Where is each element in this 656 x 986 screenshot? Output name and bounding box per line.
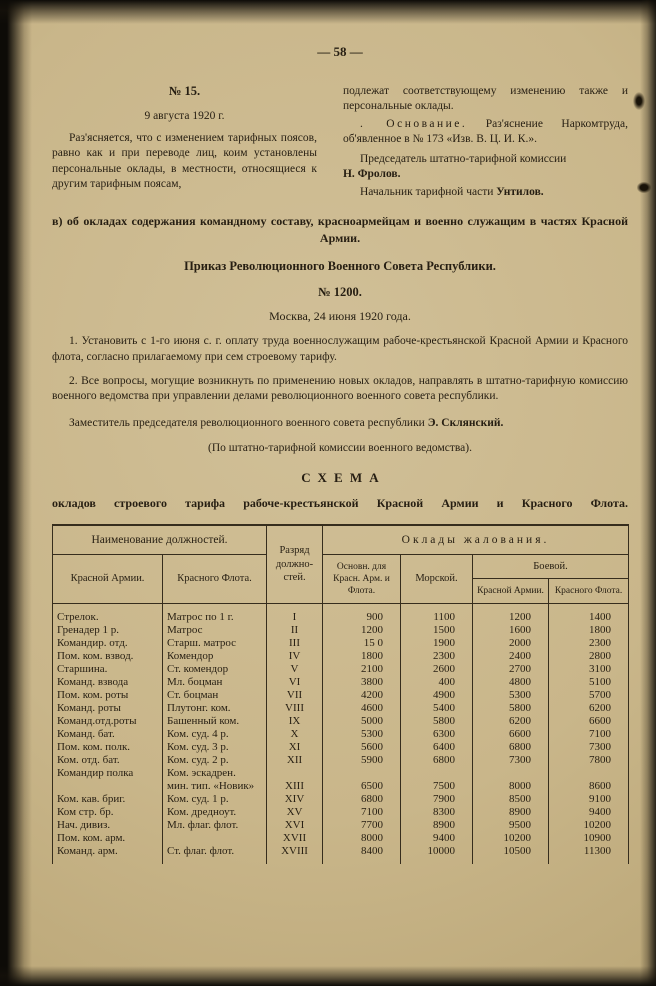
cell-battle-fleet-salary: 9100	[549, 793, 629, 806]
cell-grade: XV	[267, 806, 323, 819]
cell-grade: X	[267, 728, 323, 741]
chairman-title: Председатель штатно-тарифной комиссии	[359, 153, 567, 166]
cell-battle-army-salary: 5300	[473, 689, 549, 702]
cell-sea-salary: 9400	[401, 832, 473, 845]
col-header-battle: Боевой.	[473, 555, 629, 579]
cell-battle-fleet-salary	[549, 767, 629, 780]
cell-sea-salary: 6800	[401, 754, 473, 767]
cell-battle-fleet-salary: 1800	[549, 624, 629, 637]
basis-text: Раз'яснение Наркомтруда, об'явленное в № 173 «Изв. В. Ц. И. К.».	[342, 117, 628, 145]
cell-fleet-position: Матрос по 1 г.	[163, 604, 267, 625]
cell-base-salary: 15 0	[323, 637, 401, 650]
cell-army-position	[53, 780, 163, 793]
left-column	[52, 84, 317, 200]
cell-grade: XVII	[267, 832, 323, 845]
cell-grade: VII	[267, 689, 323, 702]
ink-smudge	[637, 182, 651, 193]
cell-army-position: Команд. роты	[53, 702, 163, 715]
table-row	[53, 689, 629, 702]
cell-battle-fleet-salary: 11300	[549, 845, 629, 864]
cell-battle-army-salary: 5800	[473, 702, 549, 715]
cell-battle-army-salary: 8900	[473, 806, 549, 819]
chairman-name: Н. Фролов.	[342, 168, 401, 181]
cell-fleet-position: Ст. боцман	[163, 689, 267, 702]
cell-sea-salary: 1900	[401, 637, 473, 650]
cell-grade: XIII	[267, 780, 323, 793]
cell-battle-army-salary: 8500	[473, 793, 549, 806]
order-paragraph-1: 1. Установить с 1-го июня с. г. оплату труда военнослужащим рабоче-крестьянской Красной Армии и Красного флота, согласно прилагаемому при сем строевому тарифу.	[52, 335, 628, 363]
ink-smudge	[633, 92, 645, 110]
cell-sea-salary: 1100	[401, 604, 473, 625]
table-row	[53, 663, 629, 676]
cell-base-salary: 5000	[323, 715, 401, 728]
order-paragraph-2: 2. Все вопросы, могущие возникнуть по применению новых окладов, направлять в штатно-тарифную комиссию военного ведомства при управлении делами революционного военного совета республики.	[52, 374, 628, 403]
col-header-battle-fleet: Красного Флота.	[549, 578, 629, 604]
schema-title: СХЕМА	[301, 469, 386, 485]
table-row	[53, 741, 629, 754]
cell-sea-salary: 5800	[401, 715, 473, 728]
basis-label: . Основание.	[359, 117, 468, 130]
cell-sea-salary	[401, 767, 473, 780]
cell-sea-salary: 4900	[401, 689, 473, 702]
cell-grade	[267, 767, 323, 780]
cell-fleet-position: Плутонг. ком.	[163, 702, 267, 715]
cell-fleet-position: Ком. суд. 4 р.	[163, 728, 267, 741]
cell-army-position: Ком. отд. бат.	[53, 754, 163, 767]
cell-army-position: Ком. кав. бриг.	[53, 793, 163, 806]
cell-base-salary: 5900	[323, 754, 401, 767]
col-header-grade: Разряд должно-стей.	[267, 525, 323, 604]
cell-battle-army-salary	[473, 767, 549, 780]
table-row	[53, 624, 629, 637]
order-title: Приказ Революционного Военного Совета Республики.	[184, 259, 496, 274]
cell-sea-salary: 8900	[401, 819, 473, 832]
cell-fleet-position: Старш. матрос	[163, 637, 267, 650]
page-content	[52, 44, 628, 864]
cell-battle-army-salary: 2000	[473, 637, 549, 650]
cell-battle-army-salary: 9500	[473, 819, 549, 832]
cell-battle-army-salary: 2400	[473, 650, 549, 663]
cell-fleet-position: Матрос	[163, 624, 267, 637]
scan-edge-right	[640, 0, 656, 986]
signature-line	[52, 416, 628, 431]
table-row	[53, 767, 629, 780]
order-number: № 1200.	[318, 284, 362, 299]
cell-base-salary: 7700	[323, 819, 401, 832]
cell-grade: II	[267, 624, 323, 637]
cell-battle-army-salary: 7300	[473, 754, 549, 767]
scan-edge-top	[0, 0, 656, 24]
cell-fleet-position: Ком. суд. 1 р.	[163, 793, 267, 806]
cell-base-salary: 8000	[323, 832, 401, 845]
signature-name: Э. Склянский.	[427, 417, 504, 430]
table-row	[53, 806, 629, 819]
cell-battle-fleet-salary: 7100	[549, 728, 629, 741]
cell-battle-fleet-salary: 8600	[549, 780, 629, 793]
cell-base-salary: 4200	[323, 689, 401, 702]
cell-base-salary: 7100	[323, 806, 401, 819]
cell-battle-army-salary: 10500	[473, 845, 549, 864]
cell-grade: XII	[267, 754, 323, 767]
cell-battle-fleet-salary: 5100	[549, 676, 629, 689]
cell-battle-army-salary: 2700	[473, 663, 549, 676]
page-number: — 58 —	[317, 44, 363, 59]
cell-sea-salary: 10000	[401, 845, 473, 864]
cell-grade: VI	[267, 676, 323, 689]
cell-sea-salary: 6300	[401, 728, 473, 741]
cell-fleet-position: Мл. боцман	[163, 676, 267, 689]
cell-battle-fleet-salary: 9400	[549, 806, 629, 819]
cell-army-position: Ком стр. бр.	[53, 806, 163, 819]
cell-grade: V	[267, 663, 323, 676]
cell-army-position: Стрелок.	[53, 604, 163, 625]
cell-base-salary: 900	[323, 604, 401, 625]
cell-army-position: Команд. арм.	[53, 845, 163, 864]
cell-base-salary: 4600	[323, 702, 401, 715]
cell-army-position: Пом. ком. роты	[53, 689, 163, 702]
cell-base-salary: 6500	[323, 780, 401, 793]
salary-table	[52, 524, 629, 864]
cell-sea-salary: 400	[401, 676, 473, 689]
cell-sea-salary: 8300	[401, 806, 473, 819]
col-header-base: Основн. для Красн. Арм. и Флота.	[323, 555, 401, 604]
cell-sea-salary: 7500	[401, 780, 473, 793]
scan-edge-left	[0, 0, 32, 986]
cell-army-position: Пом. ком. полк.	[53, 741, 163, 754]
cell-grade: XVIII	[267, 845, 323, 864]
basis-paragraph	[343, 117, 628, 148]
table-row	[53, 604, 629, 625]
continuation-paragraph: подлежат соответствующему изменению также и персональные оклады.	[342, 85, 628, 113]
head-title: Начальник тарифной части	[359, 185, 494, 198]
table-row	[53, 819, 629, 832]
cell-fleet-position: Ком. дредноут.	[163, 806, 267, 819]
cell-battle-fleet-salary: 3100	[549, 663, 629, 676]
cell-fleet-position: Комендор	[163, 650, 267, 663]
cell-army-position: Нач. дивиз.	[53, 819, 163, 832]
cell-fleet-position	[163, 832, 267, 845]
col-header-army: Красной Армии.	[53, 555, 163, 604]
cell-sea-salary: 1500	[401, 624, 473, 637]
table-row	[53, 754, 629, 767]
cell-grade: III	[267, 637, 323, 650]
cell-sea-salary: 2600	[401, 663, 473, 676]
cell-army-position: Командир. отд.	[53, 637, 163, 650]
cell-sea-salary: 7900	[401, 793, 473, 806]
cell-battle-fleet-salary: 7300	[549, 741, 629, 754]
cell-army-position: Гренадер 1 р.	[53, 624, 163, 637]
schema-subtitle: окладов строевого тарифа рабоче-крестьянской Красной Армии и Красного Флота.	[52, 496, 628, 511]
cell-grade: I	[267, 604, 323, 625]
commission-note: (По штатно-тарифной комиссии военного ведомства).	[208, 441, 472, 454]
cell-fleet-position: Ст. флаг. флот.	[163, 845, 267, 864]
cell-fleet-position: Ком. суд. 2 р.	[163, 754, 267, 767]
cell-army-position: Команд. бат.	[53, 728, 163, 741]
cell-fleet-position: Мл. флаг. флот.	[163, 819, 267, 832]
cell-battle-army-salary: 6800	[473, 741, 549, 754]
cell-battle-army-salary: 8000	[473, 780, 549, 793]
cell-battle-fleet-salary: 5700	[549, 689, 629, 702]
table-row	[53, 650, 629, 663]
order-place-date: Москва, 24 июня 1920 года.	[269, 309, 411, 324]
cell-sea-salary: 5400	[401, 702, 473, 715]
cell-battle-fleet-salary: 10900	[549, 832, 629, 845]
cell-battle-fleet-salary: 2800	[549, 650, 629, 663]
cell-army-position: Пом. ком. взвод.	[53, 650, 163, 663]
cell-grade: VIII	[267, 702, 323, 715]
right-column	[343, 84, 628, 200]
cell-fleet-position: Ком. эскадрен.	[163, 767, 267, 780]
col-header-fleet: Красного Флота.	[163, 555, 267, 604]
cell-sea-salary: 6400	[401, 741, 473, 754]
salary-table-body	[53, 604, 629, 865]
two-column-section	[52, 84, 628, 200]
table-row	[53, 715, 629, 728]
cell-sea-salary: 2300	[401, 650, 473, 663]
cell-battle-fleet-salary: 7800	[549, 754, 629, 767]
col-header-sea: Морской.	[401, 555, 473, 604]
clarification-paragraph: Раз'ясняется, что с изменением тарифных поясов, равно как и при переводе лиц, коим установлены персональные оклады, в местности, относящиеся к другим тарифным поясам,	[52, 132, 317, 190]
cell-grade: IV	[267, 650, 323, 663]
cell-battle-army-salary: 1200	[473, 604, 549, 625]
cell-battle-army-salary: 6200	[473, 715, 549, 728]
col-header-salary: Оклады жалования.	[323, 525, 629, 555]
cell-base-salary: 5600	[323, 741, 401, 754]
cell-battle-army-salary: 10200	[473, 832, 549, 845]
table-row	[53, 793, 629, 806]
scan-edge-bottom	[0, 966, 656, 986]
cell-army-position: Команд.отд.роты	[53, 715, 163, 728]
cell-battle-army-salary: 1600	[473, 624, 549, 637]
table-row	[53, 845, 629, 864]
table-row	[53, 728, 629, 741]
cell-base-salary: 5300	[323, 728, 401, 741]
cell-base-salary	[323, 767, 401, 780]
cell-base-salary: 6800	[323, 793, 401, 806]
document-number: № 15.	[168, 84, 201, 98]
cell-base-salary: 2100	[323, 663, 401, 676]
cell-fleet-position: мин. тип. «Новик»	[163, 780, 267, 793]
col-header-positions: Наименование должностей.	[53, 525, 267, 555]
cell-base-salary: 8400	[323, 845, 401, 864]
document-date: 9 августа 1920 г.	[144, 110, 225, 122]
cell-base-salary: 3800	[323, 676, 401, 689]
table-row	[53, 637, 629, 650]
cell-army-position: Команд. взвода	[53, 676, 163, 689]
table-row	[53, 780, 629, 793]
cell-base-salary: 1800	[323, 650, 401, 663]
col-header-battle-army: Красной Армии.	[473, 578, 549, 604]
cell-fleet-position: Башенный ком.	[163, 715, 267, 728]
table-row	[53, 832, 629, 845]
cell-grade: XIV	[267, 793, 323, 806]
table-row	[53, 702, 629, 715]
salary-table-header	[53, 525, 629, 604]
cell-battle-fleet-salary: 6600	[549, 715, 629, 728]
cell-base-salary: 1200	[323, 624, 401, 637]
cell-army-position: Пом. ком. арм.	[53, 832, 163, 845]
cell-battle-fleet-salary: 1400	[549, 604, 629, 625]
cell-grade: XVI	[267, 819, 323, 832]
section-heading: в) об окладах содержания командному составу, красноармейцам и военно служащим в частях Красной Армии.	[52, 213, 628, 245]
head-name: Унтилов.	[496, 185, 544, 198]
cell-grade: IX	[267, 715, 323, 728]
cell-grade: XI	[267, 741, 323, 754]
cell-battle-fleet-salary: 10200	[549, 819, 629, 832]
cell-army-position: Командир полка	[53, 767, 163, 780]
cell-battle-fleet-salary: 6200	[549, 702, 629, 715]
table-row	[53, 676, 629, 689]
cell-army-position: Старшина.	[53, 663, 163, 676]
cell-fleet-position: Ст. комендор	[163, 663, 267, 676]
cell-battle-fleet-salary: 2300	[549, 637, 629, 650]
cell-battle-army-salary: 6600	[473, 728, 549, 741]
cell-fleet-position: Ком. суд. 3 р.	[163, 741, 267, 754]
cell-battle-army-salary: 4800	[473, 676, 549, 689]
signature-title: Заместитель председателя революционного военного совета республики	[69, 417, 425, 430]
head-line	[343, 185, 628, 200]
